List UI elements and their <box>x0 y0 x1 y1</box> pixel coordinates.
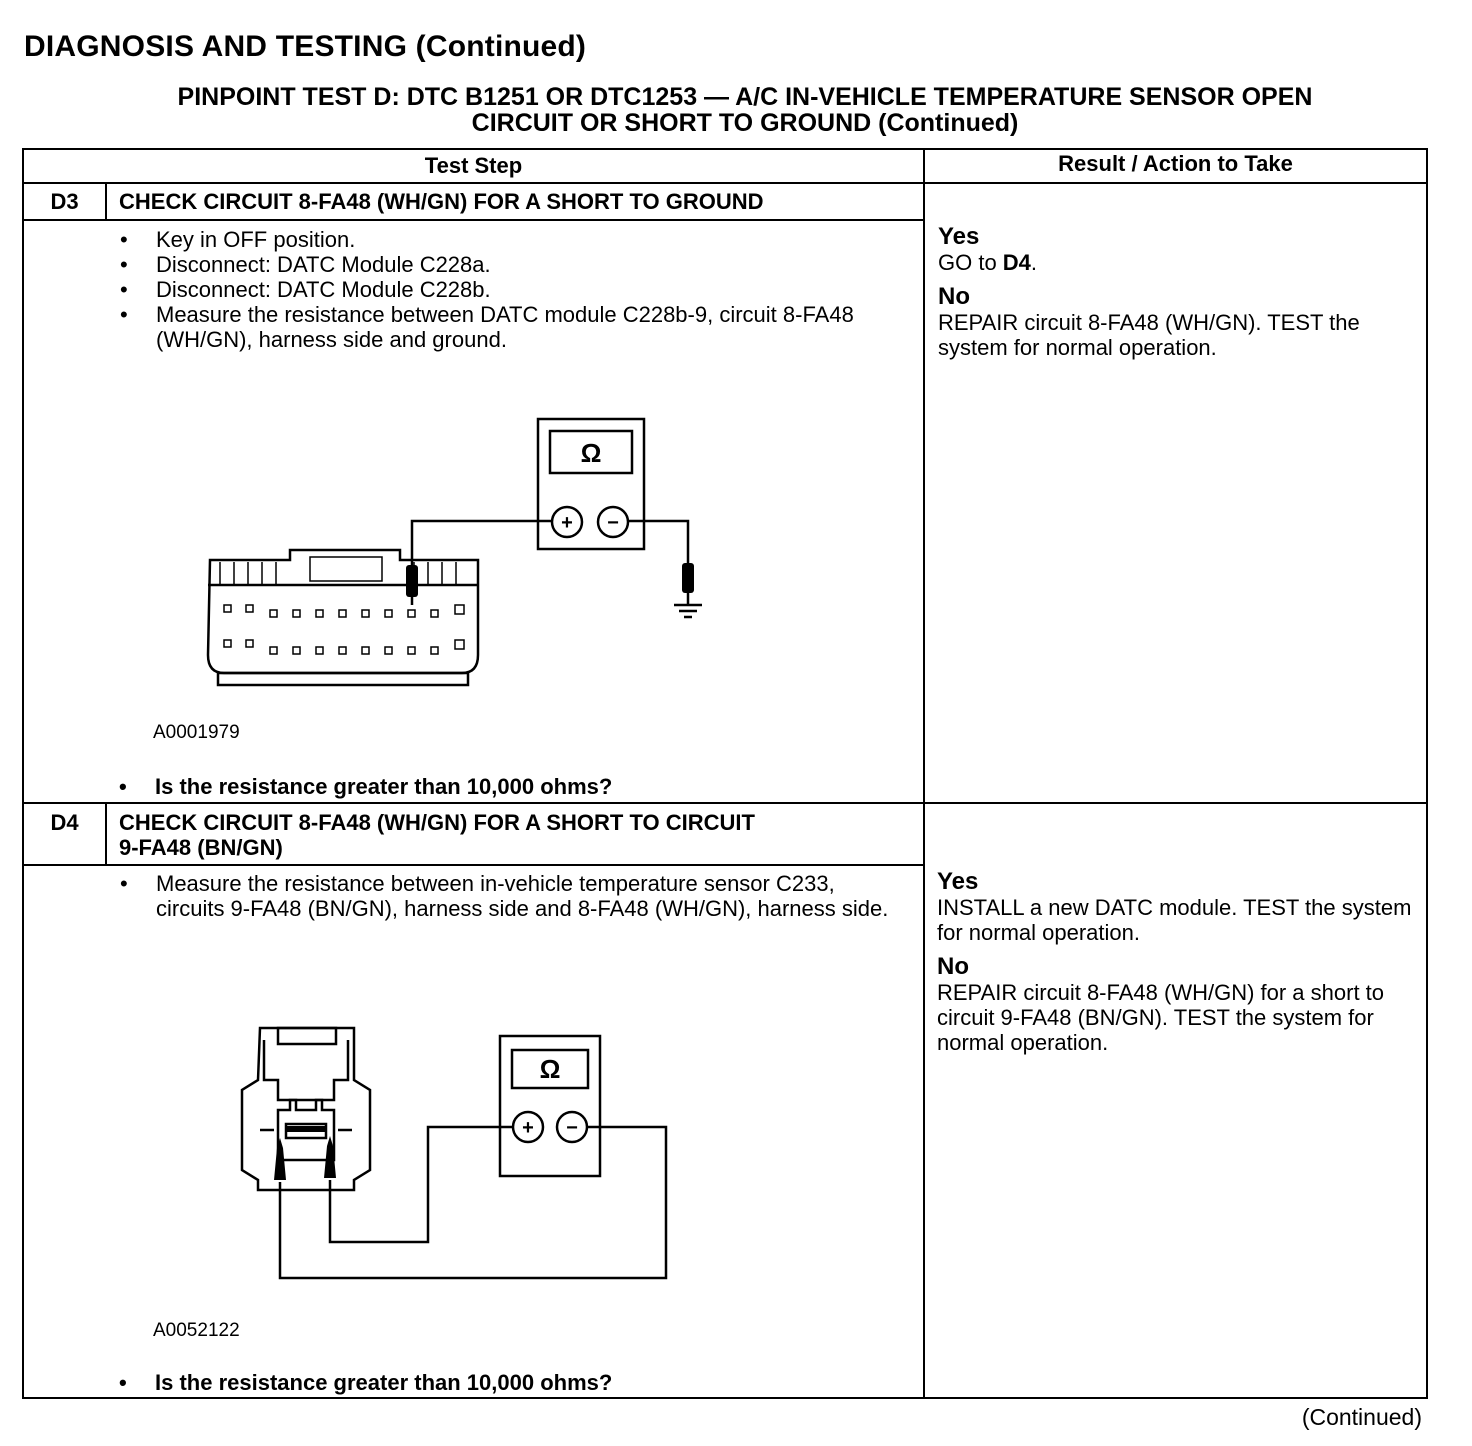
d4-resistance-diagram <box>230 1020 680 1290</box>
d4-step-title: CHECK CIRCUIT 8-FA48 (WH/GN) FOR A SHORT TO CIRCUIT 9-FA48 (BN/GN) <box>119 810 755 860</box>
negative-test-lead <box>280 1127 666 1278</box>
d3-no-label: No <box>938 283 970 310</box>
continued-footer: (Continued) <box>1301 1404 1422 1430</box>
table-border-right <box>1426 148 1428 1398</box>
d4-result <box>937 869 1417 1055</box>
table-border-left <box>22 148 24 1398</box>
page-heading: DIAGNOSIS AND TESTING (Continued) <box>24 30 587 63</box>
d4-question: • Is the resistance greater than 10,000 ohms? <box>155 1370 612 1396</box>
plus-sign: + <box>522 1117 534 1139</box>
header-divider <box>22 182 1428 184</box>
table-border-bottom <box>22 1397 1428 1399</box>
positive-test-lead <box>412 521 552 605</box>
d3-step-title: CHECK CIRCUIT 8-FA48 (WH/GN) FOR A SHORT TO GROUND <box>119 189 764 214</box>
d3-resistance-diagram <box>200 415 720 695</box>
plus-sign: + <box>561 512 573 534</box>
header-test-step: Test Step <box>424 153 523 178</box>
d4-yes-label: Yes <box>937 868 979 895</box>
d4-no-label: No <box>937 953 969 980</box>
d4-title-divider <box>22 864 924 866</box>
d3-result <box>938 224 1408 360</box>
ohm-symbol: Ω <box>539 1054 561 1084</box>
test-title-line-1: PINPOINT TEST D: DTC B1251 OR DTC1253 — A/C IN-VEHICLE TEMPERATURE SENSOR OPEN <box>177 83 1313 111</box>
d4-step-id: D4 <box>50 810 79 835</box>
d3-no-action: REPAIR circuit 8-FA48 (WH/GN). TEST the system for normal operation. <box>938 310 1360 360</box>
d3-id-divider <box>105 182 107 220</box>
d3-question: • Is the resistance greater than 10,000 ohms? <box>155 774 612 800</box>
minus-sign: − <box>607 512 619 534</box>
minus-sign: − <box>566 1117 578 1139</box>
d3-title-divider <box>22 219 924 221</box>
d4-figure-id: A0052122 <box>153 1320 240 1341</box>
positive-test-lead <box>330 1127 513 1242</box>
column-divider <box>923 148 925 1398</box>
d4-action-list <box>120 871 890 921</box>
step-divider <box>22 802 1428 804</box>
d4-id-divider <box>105 802 107 865</box>
d3-yes-label: Yes <box>938 223 980 250</box>
test-title-line-2: CIRCUIT OR SHORT TO GROUND (Continued) <box>471 109 1019 137</box>
d4-yes-action: INSTALL a new DATC module. TEST the system for normal operation. <box>937 895 1412 945</box>
d3-action-item: • Disconnect: DATC Module C228b. <box>120 277 900 302</box>
d4-action-item: • Measure the resistance between in-vehicle temperature sensor C233, circuits 9-FA48 (BN/GN), harness side and 8-FA48 (WH/GN), harness side. <box>120 871 890 921</box>
header-result-action: Result / Action to Take <box>1058 151 1293 176</box>
table-border-top <box>22 148 1428 150</box>
d3-yes-action: GO to D4. <box>938 250 1038 275</box>
d3-action-item: • Measure the resistance between DATC module C228b-9, circuit 8-FA48 (WH/GN), harness side and ground. <box>120 302 900 352</box>
d3-action-item: • Key in OFF position. <box>120 227 900 252</box>
pinpoint-test-title <box>60 84 1430 136</box>
d3-figure-id: A0001979 <box>153 722 240 743</box>
d3-step-id: D3 <box>50 189 79 214</box>
ohm-symbol: Ω <box>580 438 602 468</box>
d3-action-list <box>120 227 900 352</box>
d4-no-action: REPAIR circuit 8-FA48 (WH/GN) for a short to circuit 9-FA48 (BN/GN). TEST the system for normal operation. <box>937 980 1385 1055</box>
d3-action-item: • Disconnect: DATC Module C228a. <box>120 252 900 277</box>
negative-test-lead <box>628 521 688 565</box>
